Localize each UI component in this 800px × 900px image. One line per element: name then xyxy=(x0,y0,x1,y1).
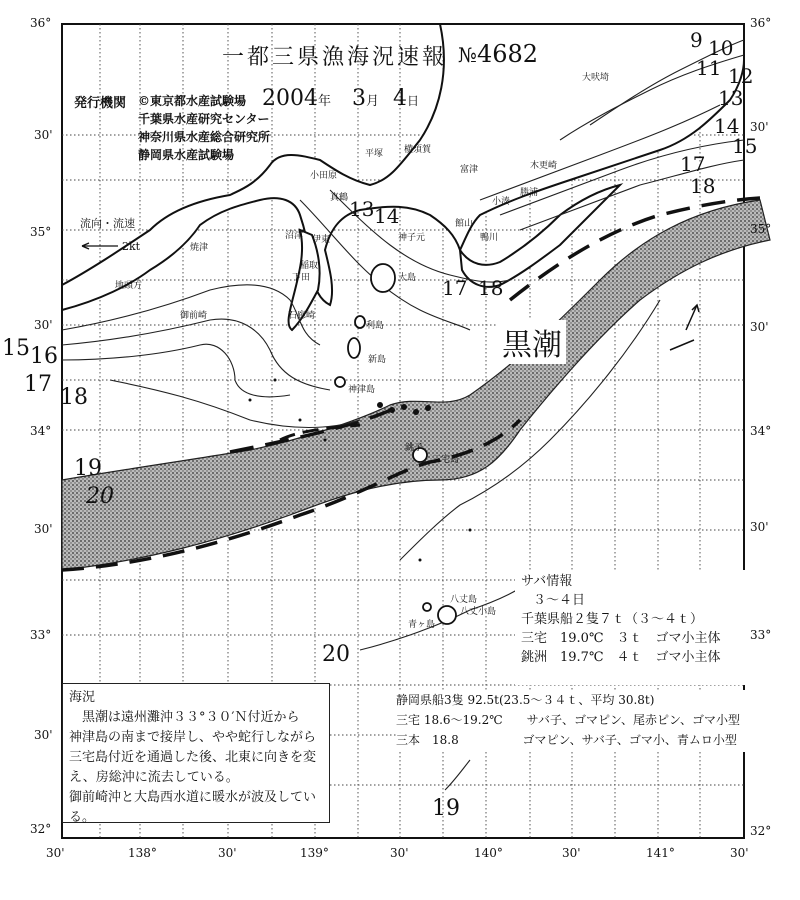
place-label: 木更崎 xyxy=(530,161,558,171)
isotherm-label: 20 xyxy=(86,484,114,509)
isotherm-label: 18 xyxy=(60,385,88,410)
place-label: 地頭方 xyxy=(115,281,143,291)
place-label: 新島 xyxy=(368,355,387,365)
place-label: 真鶴 xyxy=(330,193,349,203)
date-year: 2004 xyxy=(262,86,318,111)
lat-label-left: 33° xyxy=(30,628,52,642)
sea-conditions-line: る。 xyxy=(69,810,96,825)
lat-label-left: 30' xyxy=(34,318,53,332)
issue-value: 4682 xyxy=(476,40,539,68)
shizuoka-catch-panel xyxy=(396,690,776,752)
sea-conditions-line: え、房総沖に流去している。 xyxy=(69,770,239,785)
sea-conditions-line: 神津島の南まで接岸し、やや蛇行しながら xyxy=(69,730,317,745)
lat-label-left: 36° xyxy=(30,16,52,30)
place-label: 富津 xyxy=(460,165,479,175)
place-label: 焼津 xyxy=(190,243,209,253)
lat-label-right: 30' xyxy=(750,320,769,334)
isotherm-label: 12 xyxy=(728,64,754,88)
current-legend-label: 流向・流速 xyxy=(80,217,135,230)
place-label: 小田原 xyxy=(310,171,338,181)
isotherm-label: 15 xyxy=(732,134,758,158)
place-label: 八丈島 xyxy=(450,595,478,605)
date-day-unit: 日 xyxy=(407,94,420,108)
place-label: 神津島 xyxy=(348,385,376,395)
toshima-island xyxy=(355,316,365,328)
place-label: 青ヶ島 xyxy=(408,620,436,630)
place-label: 大島 xyxy=(398,273,417,283)
place-label: 三宅島 xyxy=(432,455,460,465)
kozushima-island xyxy=(335,377,345,387)
isotherm-label: 11 xyxy=(696,56,722,80)
isotherm-label: 9 xyxy=(690,28,703,52)
place-label: 下田 xyxy=(292,273,311,283)
isotherm-label: 15 xyxy=(2,336,30,361)
issue-number xyxy=(458,40,538,68)
sea-conditions-line: 黒潮は遠州灘沖３３°３０′Ｎ付近から xyxy=(69,710,300,725)
lat-label-left: 30' xyxy=(34,128,53,142)
current-legend-speed: 2kt xyxy=(122,240,141,253)
isotherm-label: 19 xyxy=(74,456,102,481)
place-label: 大吠埼 xyxy=(582,73,610,83)
place-label: 銚子 xyxy=(405,443,424,453)
saba-period: ３～４日 xyxy=(533,593,586,608)
date-year-unit: 年 xyxy=(318,94,332,109)
date-month-unit: 月 xyxy=(366,94,380,109)
place-label: 石廊崎 xyxy=(288,311,316,321)
report-title: 一都三県漁海況速報 xyxy=(222,45,448,70)
sea-conditions-line: 三宅島付近を通過した後、北東に向きを変 xyxy=(69,750,317,765)
isotherm-label: 14 xyxy=(714,114,740,138)
lat-label-left: 30' xyxy=(34,522,53,536)
place-label: 稲取 xyxy=(300,261,319,271)
place-label: 勝浦 xyxy=(520,188,539,198)
lat-label-right: 33° xyxy=(750,628,772,642)
isotherm-label: 17 xyxy=(442,276,468,300)
lat-label-left: 30' xyxy=(34,728,53,742)
lat-label-right: 32° xyxy=(750,824,772,838)
lon-label: 141° xyxy=(646,846,675,860)
lat-label-left: 32° xyxy=(30,822,52,836)
shizuoka-line: 静岡県船3隻 92.5t(23.5～３４ｔ、平均 30.8t) xyxy=(396,693,655,707)
current-arrows xyxy=(670,305,699,350)
publisher-label: 発行機関 xyxy=(74,96,127,111)
place-label: 横須賀 xyxy=(404,145,432,155)
hachijojima-island xyxy=(438,606,456,624)
place-label: 利島 xyxy=(366,321,385,331)
isotherm-label: 17 xyxy=(680,152,706,176)
place-label: 伊東 xyxy=(312,235,331,245)
lon-label: 30' xyxy=(46,846,65,860)
isotherm-label: 16 xyxy=(30,344,58,369)
saba-info-panel xyxy=(515,570,745,685)
shizuoka-line: 三本 18.8 ゴマピン、サバ子、ゴマ小、青ムロ小型 xyxy=(396,733,737,747)
isotherm-label: 17 xyxy=(24,372,52,397)
isotherm-label: 10 xyxy=(708,36,734,60)
lat-label-left: 34° xyxy=(30,424,52,438)
lat-label-right: 30' xyxy=(750,520,769,534)
lon-label: 30' xyxy=(390,846,409,860)
place-label: 神子元 xyxy=(398,233,426,243)
issue-prefix: № xyxy=(458,43,477,67)
org-tokyo: ©東京都水産試験場 xyxy=(138,94,247,108)
date-month: 3 xyxy=(352,86,366,111)
publish-date xyxy=(262,86,419,111)
lat-label-right: 36° xyxy=(750,16,772,30)
lon-label: 30' xyxy=(218,846,237,860)
place-label: 小湊 xyxy=(492,197,511,207)
isotherm-label: 18 xyxy=(478,276,504,300)
lon-label: 139° xyxy=(300,846,329,860)
lon-label: 140° xyxy=(474,846,503,860)
saba-line: 銚洲 19.7℃ ４ｔ ゴマ小主体 xyxy=(521,650,721,665)
saba-line: 千葉県船２隻７ｔ（３～４ｔ） xyxy=(521,612,704,627)
isotherm-label: 18 xyxy=(690,174,716,198)
place-label: 沼津 xyxy=(285,231,304,241)
lat-label-right: 35° xyxy=(750,222,772,236)
date-day: 4 xyxy=(393,86,408,111)
org-shizuoka: 静岡県水産試験場 xyxy=(138,148,235,162)
lat-label-left: 35° xyxy=(30,225,52,239)
isotherm-label: 13 xyxy=(349,197,375,221)
place-label: 平塚 xyxy=(365,149,384,159)
lat-label-right: 30' xyxy=(750,120,769,134)
sea-conditions-heading: 海況 xyxy=(69,690,96,705)
shizuoka-line: 三宅 18.6～19.2℃ サバ子、ゴマピン、尾赤ピン、ゴマ小型 xyxy=(396,713,741,727)
saba-heading: サバ情報 xyxy=(521,574,573,589)
sea-conditions-line: 御前崎沖と大島西水道に暖水が波及してい xyxy=(69,790,317,805)
isotherm-label: 14 xyxy=(374,204,400,228)
place-label: 御前崎 xyxy=(180,311,208,321)
oshima-island xyxy=(371,264,395,292)
isotherm-label: 19 xyxy=(432,796,460,821)
place-label: 鴨川 xyxy=(480,233,499,243)
org-kanagawa: 神奈川県水産総合研究所 xyxy=(138,130,271,144)
kuroshio-label: 黒潮 xyxy=(498,320,566,364)
lat-label-right: 34° xyxy=(750,424,772,438)
org-chiba: 千葉県水産研究センター xyxy=(138,112,270,126)
place-label: 八丈小島 xyxy=(460,607,497,617)
saba-line: 三宅 19.0℃ ３ｔ ゴマ小主体 xyxy=(521,631,721,646)
lon-label: 30' xyxy=(730,846,749,860)
niijima-island xyxy=(348,338,360,358)
place-label: 館山 xyxy=(455,219,474,229)
sea-conditions-panel xyxy=(62,683,330,823)
isotherm-label: 20 xyxy=(322,642,350,667)
lon-label: 138° xyxy=(128,846,157,860)
lon-label: 30' xyxy=(562,846,581,860)
isotherm-label: 13 xyxy=(718,86,744,110)
hachijokojima-island xyxy=(423,603,431,611)
